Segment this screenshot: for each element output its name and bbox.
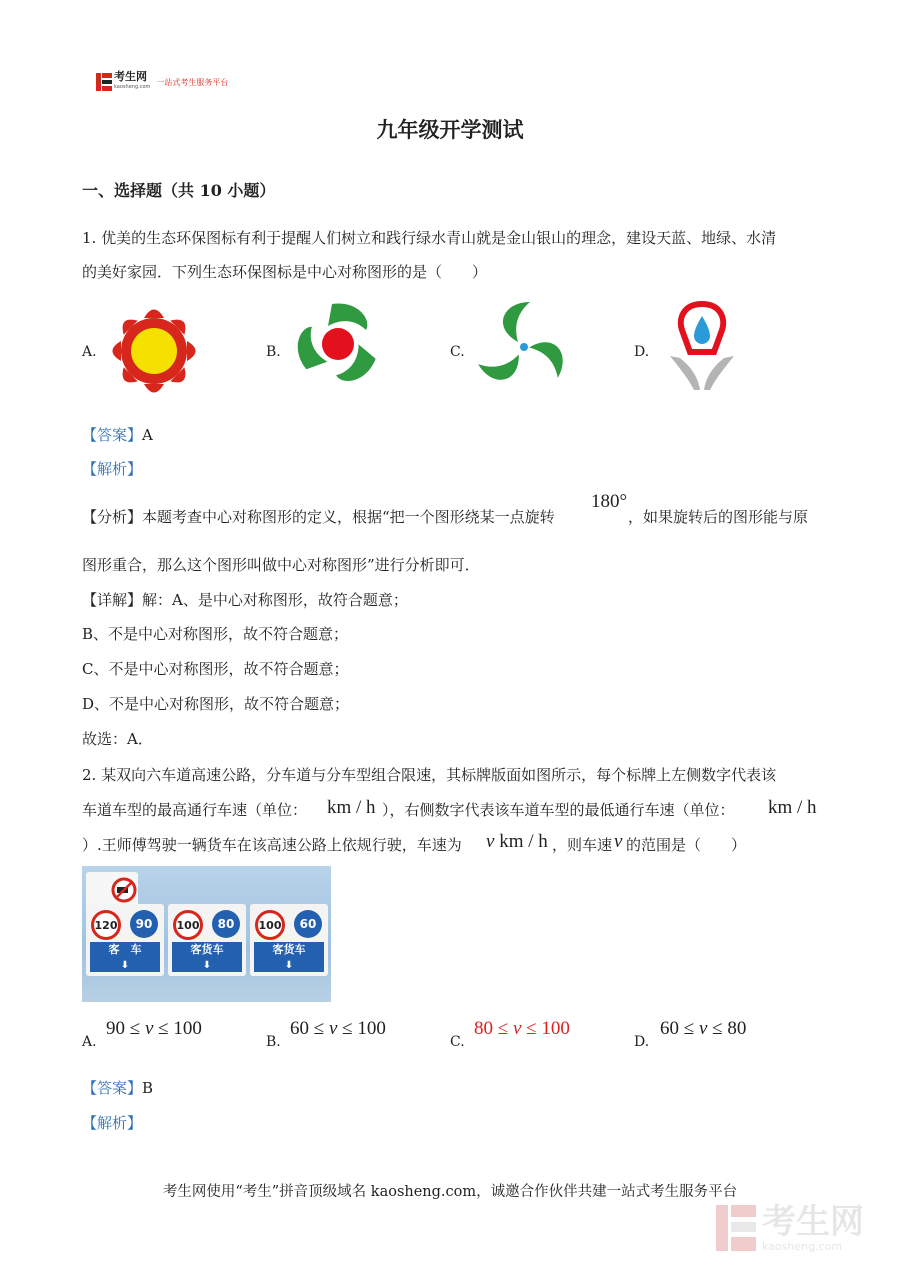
min-speed-sign: 60 — [294, 910, 322, 938]
q1-option-a-label: A. — [82, 344, 97, 360]
sign-panel — [168, 904, 246, 976]
min-speed-sign: 90 — [130, 910, 158, 938]
section-heading: 一、选择题（共 10 小题） — [82, 181, 276, 200]
q2-unit-1: km / h — [327, 797, 376, 818]
speed-limit-sign-photo — [82, 866, 331, 1002]
watermark — [716, 1203, 864, 1253]
q1-fenxi-line1: 【分析】本题考查中心对称图形的定义，根据“把一个图形绕某一点旋转 — [82, 508, 555, 526]
q1-answer: 【答案】A — [82, 426, 153, 444]
q2-stem-line3c: 的范围是（ ） — [626, 836, 747, 854]
recycle-leaf-logo-icon — [288, 298, 388, 390]
q2-option-c-expr: 80 ≤ v ≤ 100 — [474, 1018, 570, 1039]
q1-option-d-label: D. — [634, 344, 650, 360]
q2-speed-expr: v km / h — [486, 831, 548, 852]
q1-detail-c: C、不是中心对称图形，故不符合题意； — [82, 660, 349, 678]
q2-option-b-expr: 60 ≤ v ≤ 100 — [290, 1018, 386, 1039]
q1-choose: 故选：A． — [82, 730, 153, 748]
q2-var: v — [614, 831, 623, 852]
q2-stem-line2a: 车道车型的最高通行车速（单位： — [82, 801, 308, 819]
q2-option-a-expr: 90 ≤ v ≤ 100 — [106, 1018, 202, 1039]
footer-text: 考生网使用“考生”拼音顶级域名 kaosheng.com，诚邀合作伙伴共建一站式考生服务平台 — [162, 1184, 738, 1200]
water-hands-logo-icon — [664, 300, 740, 396]
q2-answer: 【答案】B — [82, 1079, 154, 1097]
q2-option-d-label: D. — [634, 1034, 650, 1050]
lane-sign: 客货车 ⬇ — [254, 942, 324, 972]
q1-fenxi-line2: 图形重合，那么这个图形叫做中心对称图形”进行分析即可． — [82, 556, 480, 574]
page-title: 九年级开学测试 — [376, 117, 524, 142]
watermark-name: 考生网 — [762, 1202, 864, 1242]
logo-name: 考生网 — [114, 70, 147, 83]
header-logo[interactable] — [96, 72, 228, 92]
q2-option-b-label: B. — [266, 1034, 281, 1050]
q1-detail-b: B、不是中心对称图形，故不符合题意； — [82, 625, 349, 643]
q1-detail: 【详解】解：A、是中心对称图形，故符合题意； — [82, 591, 408, 609]
min-speed-sign: 80 — [212, 910, 240, 938]
q2-unit-2: km / h — [768, 797, 817, 818]
q1-detail-d: D、不是中心对称图形，故不符合题意； — [82, 695, 350, 713]
max-speed-sign: 120 — [91, 910, 121, 940]
sign-panels — [86, 904, 331, 976]
q2-stem-line2b: ），右侧数字代表该车道车型的最低通行车速（单位： — [382, 801, 735, 819]
sign-panel — [250, 904, 328, 976]
sign-panel — [86, 904, 164, 976]
q2-stem-line3a: ）.王师傅驾驶一辆货车在该高速公路上依规行驶，车速为 — [82, 836, 462, 854]
q2-stem-line1: 2. 某双向六车道高速公路，分车道与分车型组合限速，其标牌版面如图所示，每个标牌上左侧数字代表该 — [82, 766, 777, 784]
q2-analysis-tag: 【解析】 — [82, 1114, 143, 1132]
watermark-domain: kaosheng.com — [762, 1240, 843, 1253]
q1-option-b-label: B. — [266, 344, 281, 360]
kaosheng-logo-icon — [96, 73, 112, 91]
watermark-logo-icon — [716, 1205, 756, 1251]
q1-fenxi-line1b: ，如果旋转后的图形能与原 — [628, 508, 809, 526]
q1-option-c-label: C. — [450, 344, 465, 360]
sun-logo-icon — [104, 305, 204, 397]
logo-slogan: 一站式考生服务平台 — [156, 77, 229, 87]
max-speed-sign: 100 — [173, 910, 203, 940]
max-speed-sign: 100 — [255, 910, 285, 940]
angle-180: 180° — [591, 491, 628, 512]
q1-stem-line1: 1. 优美的生态环保图标有利于提醒人们树立和践行绿水青山就是金山银山的理念，建设天蓝、地绿、水清 — [82, 229, 777, 247]
q2-stem-line3b: ，则车速 — [552, 836, 613, 854]
q2-option-d-expr: 60 ≤ v ≤ 80 — [660, 1018, 747, 1039]
q1-analysis-tag: 【解析】 — [82, 460, 143, 478]
lane-sign: 客货车 ⬇ — [172, 942, 242, 972]
q2-option-a-label: A. — [82, 1034, 97, 1050]
q2-option-c-label: C. — [450, 1034, 465, 1050]
logo-domain: kaosheng.com — [114, 84, 151, 90]
lane-sign: 客 车 ⬇ — [90, 942, 160, 972]
q1-stem-line2: 的美好家园．下列生态环保图标是中心对称图形的是（ ） — [82, 263, 488, 281]
three-leaf-logo-icon — [472, 300, 572, 396]
